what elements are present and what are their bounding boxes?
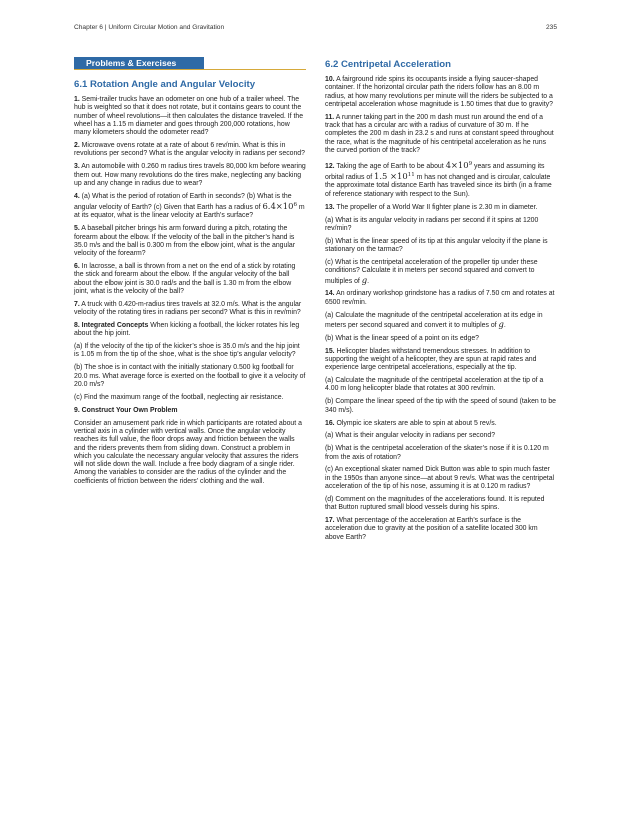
- problem-text: A truck with 0.420-m-radius tires travels at 32.0 m/s. What is the angular velocity of the rotating tires in radians per second? What is this in rev/min?: [74, 300, 302, 317]
- problem-text: What percentage of the acceleration at Earth’s surface is the acceleration due to gravity at the position of a satellite located 300 km above Earth?: [325, 517, 538, 541]
- problem-text: (b) Compare the linear speed of the tip with the speed of sound (taken to be 340 m/s).: [325, 398, 556, 414]
- problem-17: [325, 517, 557, 542]
- problems-banner: Problems & Exercises: [74, 57, 204, 69]
- problem-text: Olympic ice skaters are able to spin at about 5 rev/s.: [336, 419, 497, 427]
- problem-text: (c) Find the maximum range of the football, neglecting air resistance.: [74, 393, 284, 401]
- problem-text: A fairground ride spins its occupants inside a flying saucer-shaped container. If the horizontal circular path the riders follow has an 8.00 m radius, at how many revolutions per minute will the riders be subjected to a centripetal acceleration whose magnitude is 1.50 times that due to gravity?: [325, 76, 553, 108]
- problem-number: 14.: [325, 290, 335, 298]
- math-g: g: [498, 318, 504, 329]
- problems-banner-rule: [74, 57, 306, 70]
- problem-number: 3.: [74, 163, 80, 171]
- problem-text: The propeller of a World War II fighter plane is 2.30 m in diameter.: [336, 203, 538, 211]
- problem-text: When kicking a football, the kicker rotates his leg about the hip joint.: [74, 321, 300, 338]
- problem-number: 10.: [325, 76, 335, 83]
- chapter-title: Chapter 6 | Uniform Circular Motion and Gravitation: [74, 24, 225, 31]
- problem-8: [74, 322, 306, 339]
- problem-16d: [325, 496, 557, 513]
- problem-text: Helicopter blades withstand tremendous stresses. In addition to supporting the weight of a helicopter, they are spun at rapid rates and experience large centripetal accelerations, especially at the tip.: [325, 347, 537, 372]
- problem-text: (a) Calculate the magnitude of the centripetal acceleration at its edge in meters per second squared and convert it to multiples of: [325, 311, 543, 329]
- problem-text: (a) What is the period of rotation of Earth in seconds? (b) What is the angular velocity of Earth? (c) Given that Earth has a radius of: [74, 192, 292, 212]
- problem-number: 17.: [325, 517, 335, 525]
- problem-title: Construct Your Own Problem: [81, 406, 178, 414]
- problem-number: 2.: [74, 142, 80, 150]
- page-number: 235: [545, 24, 557, 31]
- problem-text: (b) What is the linear speed of its tip at this angular velocity if the plane is stationary on the tarmac?: [325, 237, 548, 254]
- problem-number: 5.: [74, 225, 80, 233]
- problem-text: (b) What is the linear speed of a point on its edge?: [325, 334, 479, 342]
- problem-number: 9.: [74, 406, 80, 414]
- problem-16a: [325, 432, 557, 440]
- problem-text: A baseball pitcher brings his arm forward during a pitch, rotating the forearm about the elbow. If the velocity of the ball in the pitcher’s hand is 35.0 m/s and the ball is 0.300 m from the elbow joint, what is the angular velocity of the forearm?: [74, 225, 296, 258]
- problem-16b: [325, 445, 557, 462]
- problem-8b: [74, 364, 306, 389]
- problem-text: (b) What is the centripetal acceleration of the skater’s nose if it is 0.120 m from the axis of rotation?: [325, 445, 549, 461]
- problem-number: 16.: [325, 419, 335, 427]
- running-header: [74, 24, 557, 31]
- problem-title: Integrated Concepts: [81, 321, 149, 329]
- problem-4: [74, 193, 306, 221]
- math-expression: $4\times 10^9$: [445, 159, 473, 170]
- problem-number: 12.: [325, 162, 335, 170]
- problem-13c: (c) What is the centripetal acceleration of the propeller tip under these conditions? Calculate it in meters per second squared and convert to multiples of g.: [325, 258, 538, 285]
- section-title: 6.1 Rotation Angle and Angular Velocity: [74, 79, 256, 90]
- problem-16: [325, 420, 557, 428]
- problem-number: 15.: [325, 347, 335, 355]
- problem-7: [74, 301, 306, 318]
- problem-14: [325, 290, 557, 307]
- problem-text: (a) What is its angular velocity in radians per second if it spins at 1200 rev/min?: [325, 216, 539, 232]
- problem-number: 6.: [74, 263, 80, 271]
- right-column: [325, 57, 557, 547]
- problem-text: (b) The shoe is in contact with the initially stationary 0.500 kg football for 20.0 ms. What average force is exerted on the football to give it a velocity of 20.0 m/s?: [74, 364, 306, 388]
- problem-text: Semi-trailer trucks have an odometer on one hub of a trailer wheel. The hub is weighted so that it does not rotate, but it contains gears to count the number of wheel revolutions—it then calculates the distance traveled. If the wheel has a 1.15 m diameter and goes through 200,000 rotations, how many kilometers should the odometer read?: [74, 96, 304, 137]
- problem-8c: [74, 394, 306, 402]
- problem-9: [74, 407, 306, 415]
- problem-12: [325, 160, 557, 199]
- problem-13b: [325, 238, 557, 255]
- problem-number: 4.: [74, 192, 80, 200]
- math-expression: $6.4\times 10^6$: [262, 201, 297, 212]
- problem-number: 1.: [74, 96, 80, 103]
- problem-text: (a) What is their angular velocity in radians per second?: [325, 432, 496, 440]
- problem-text: Taking the age of Earth to be about: [336, 162, 444, 170]
- problem-8a: [74, 343, 306, 360]
- problem-text: (a) Calculate the magnitude of the centripetal acceleration at the tip of a 4.00 m long helicopter blade that rotates at 300 rev/min.: [325, 377, 544, 393]
- problem-number: 7.: [74, 300, 80, 308]
- problem-text: In lacrosse, a ball is thrown from a net on the end of a stick by rotating the stick and forearm about the elbow. If the angular velocity of the ball about the elbow joint is 30.0 rad/s and the ball is 1.30 m from the elbow joint, what is the velocity of the ball?: [74, 263, 296, 295]
- problem-2: [74, 142, 306, 159]
- problem-15: [325, 348, 557, 373]
- problem-text: An automobile with 0.260 m radius tires travels 80,000 km before wearing them out. How many revolutions do the tires make, neglecting any backing up and any change in radius due to wear?: [74, 163, 306, 187]
- section-title: 6.2 Centripetal Acceleration: [325, 59, 452, 70]
- problem-14a: (a) Calculate the magnitude of the centripetal acceleration at its edge in meters per second squared and convert it to multiples of g.: [325, 311, 543, 329]
- problem-15a: [325, 377, 557, 394]
- problem-text: m has not changed and is circular, calculate the approximate total distance Earth has traveled since its birth (in a frame of reference stationary with respect to the Sun).: [325, 174, 552, 198]
- problem-5: [74, 225, 306, 258]
- problem-9-body: [74, 420, 306, 486]
- problem-text: An ordinary workshop grindstone has a radius of 7.50 cm and rotates at 6500 rev/min.: [325, 290, 555, 306]
- math-g: g: [361, 274, 368, 285]
- problem-text: years and assuming its orbital radius of: [325, 162, 545, 182]
- problem-number: 13.: [325, 203, 335, 211]
- problem-text: (c) What is the centripetal acceleration of the propeller tip under these conditions? Calculate it in meters per second squared and convert to multiples of: [325, 258, 538, 285]
- problem-number: 8.: [74, 321, 80, 329]
- problem-6: [74, 263, 306, 296]
- problem-text: Microwave ovens rotate at a rate of about 6 rev/min. What is this in revolutions per second? What is the angular velocity in radians per second?: [74, 142, 305, 158]
- problem-11: [325, 114, 557, 155]
- problem-text: (c) An exceptional skater named Dick Button was able to spin much faster in the 1950s than anyone since—at about 9 rev/s. What was the centripetal acceleration of the tip of his nose, assuming it is at 0.120 m radius?: [325, 466, 555, 491]
- problem-14b: [325, 335, 557, 343]
- problem-15b: [325, 398, 557, 415]
- problem-13a: [325, 217, 557, 234]
- problem-text: A runner taking part in the 200 m dash must run around the end of a track that has a circular arc with a radius of curvature of 30 m. If he completes the 200 m dash in 23.2 s and runs at constant speed throughout the race, what is the magnitude of his centripetal acceleration as he runs the curved portion of the track?: [325, 113, 554, 154]
- math-expression: $1.5 \times 10^{11}$: [374, 171, 415, 182]
- problem-text: Consider an amusement park ride in which participants are rotated about a vertical axis in a cylinder with vertical walls. Once the angular velocity reaches its full value, the floor drops away and friction between the walls and the riders prevents them from sliding down. Construct a problem in which you calculate the necessary angular velocity that assures the riders will not slide down the wall. Include a free body diagram of a single rider. Among the variables to consider are the radius of the cylinder and the coefficients of friction between the riders’ clothing and the wall.: [74, 419, 302, 485]
- problem-10: [325, 76, 557, 109]
- problem-1: [74, 96, 306, 137]
- left-column: [74, 57, 306, 491]
- problem-text: (a) If the velocity of the tip of the kicker’s shoe is 35.0 m/s and the hip joint is 1.05 m from the tip of the shoe, what is the shoe tip’s angular velocity?: [74, 343, 300, 359]
- problem-16c: [325, 466, 557, 491]
- problem-3: [74, 163, 306, 188]
- problem-13: [325, 204, 557, 212]
- problem-number: 11.: [325, 113, 335, 121]
- problem-text: (d) Comment on the magnitudes of the accelerations found. It is reputed that Button ruptured small blood vessels during his spins.: [325, 495, 545, 512]
- problem-text: m at its equator, what is the linear velocity at Earth’s surface?: [74, 204, 305, 220]
